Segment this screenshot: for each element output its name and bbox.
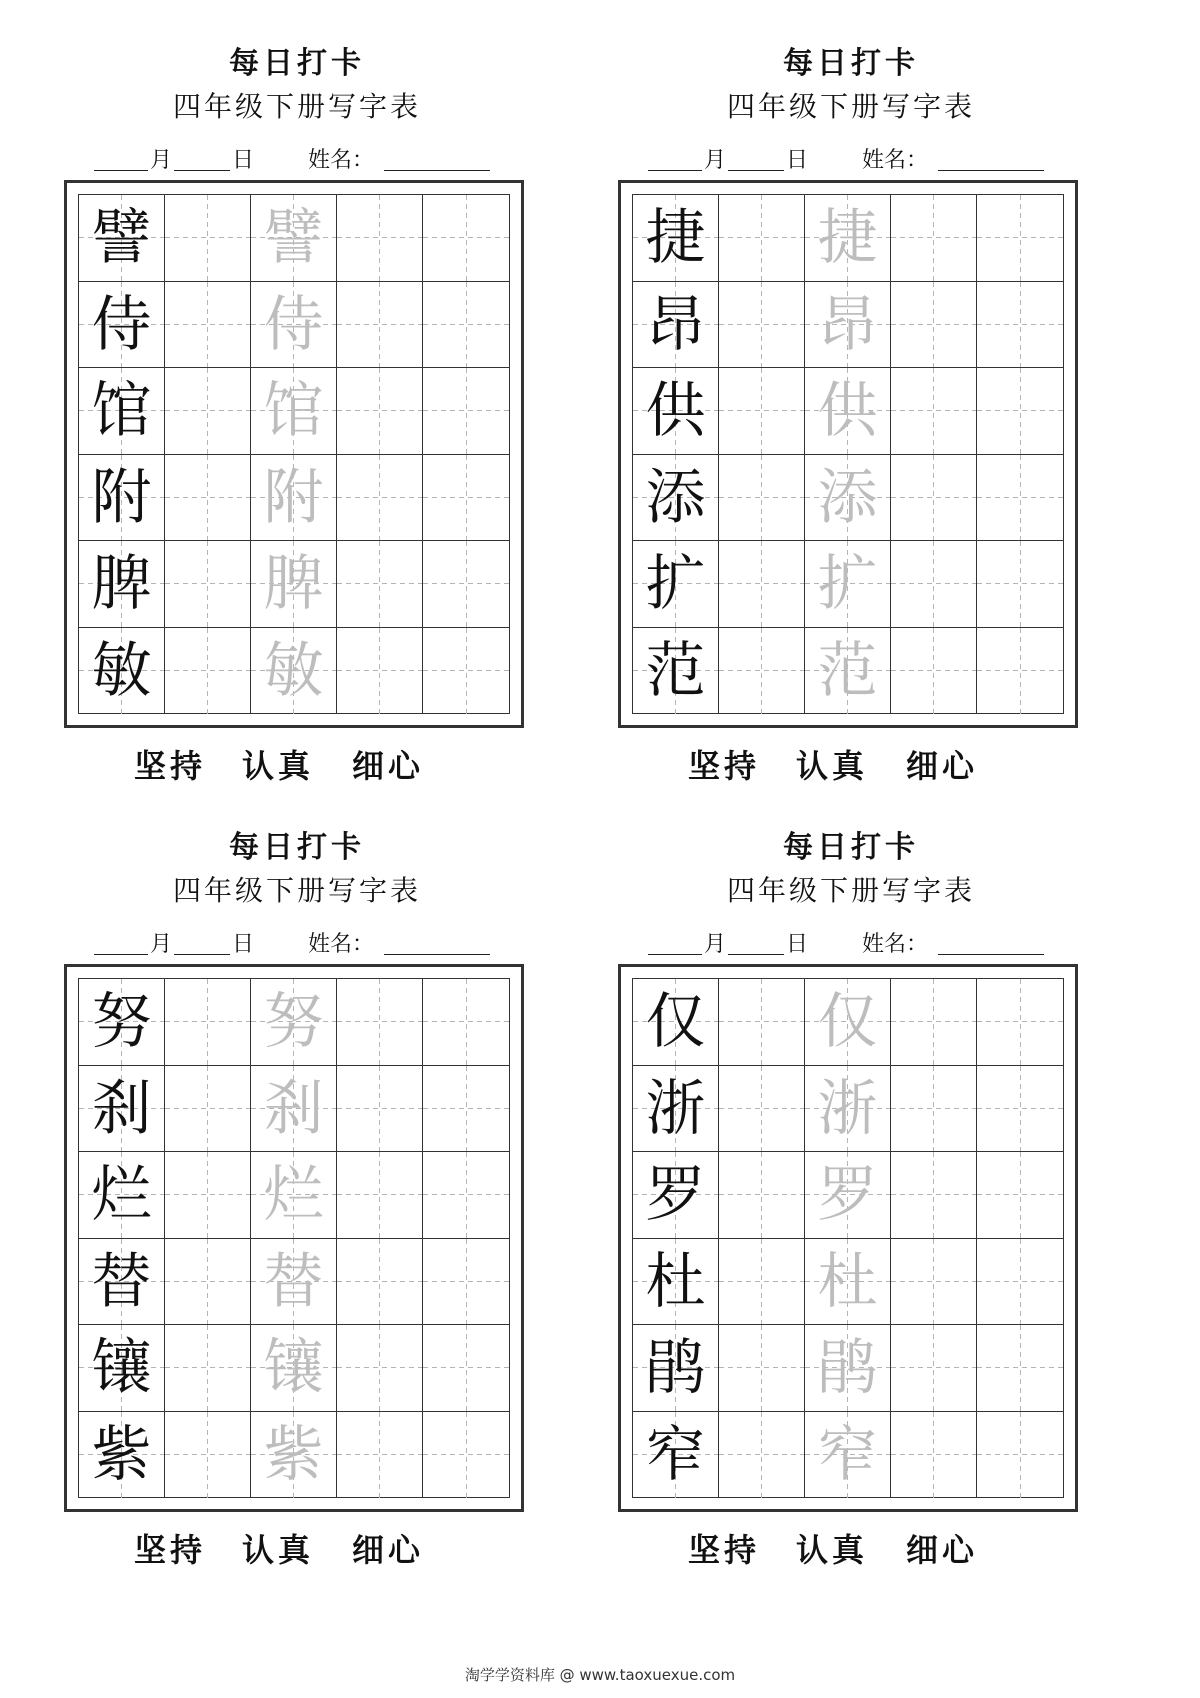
writing-cell[interactable] (633, 1066, 719, 1153)
writing-cell[interactable] (423, 368, 509, 455)
writing-cell[interactable] (805, 1239, 891, 1326)
writing-cell[interactable] (423, 455, 509, 542)
model-character: 浙 (645, 1073, 706, 1144)
motto (618, 744, 1084, 788)
motto (64, 744, 530, 788)
trace-character: 扩 (817, 549, 878, 619)
writing-cell[interactable] (633, 979, 719, 1066)
name-label: 姓名： (308, 148, 375, 173)
writing-cell[interactable] (337, 368, 423, 455)
writing-cell[interactable] (805, 368, 891, 455)
trace-character: 紫 (263, 1419, 324, 1490)
grid-row (79, 1412, 508, 1499)
card-title: 每日打卡 (229, 830, 365, 865)
writing-cell[interactable] (891, 1066, 977, 1153)
month-label: 月 (150, 932, 173, 957)
grid-row (633, 979, 1062, 1066)
day-blank[interactable] (728, 170, 784, 171)
motto-persist: 坚持 (688, 1531, 761, 1569)
motto-earnest: 认真 (796, 747, 869, 785)
writing-cell[interactable] (719, 455, 805, 542)
card-subtitle: 四年级下册写字表 (172, 874, 421, 907)
writing-cell[interactable] (891, 195, 977, 282)
model-character: 仅 (645, 987, 706, 1057)
grid-row (79, 455, 508, 542)
writing-cell[interactable] (79, 541, 165, 628)
card-title: 每日打卡 (783, 46, 919, 81)
trace-character: 供 (817, 376, 878, 446)
motto (618, 1528, 1084, 1572)
model-character: 捷 (645, 203, 706, 273)
writing-cell[interactable] (977, 628, 1063, 715)
writing-cell[interactable] (423, 195, 509, 282)
writing-cell[interactable] (79, 368, 165, 455)
date-name-line (94, 146, 524, 176)
day-blank[interactable] (728, 954, 784, 955)
model-character: 馆 (91, 376, 152, 446)
model-character: 譬 (91, 203, 152, 273)
writing-cell[interactable] (251, 368, 337, 455)
motto-earnest: 认真 (796, 1531, 869, 1569)
writing-cell[interactable] (79, 979, 165, 1066)
model-character: 附 (91, 462, 152, 533)
model-character: 敏 (91, 635, 152, 706)
writing-cell[interactable] (891, 979, 977, 1066)
writing-cell[interactable] (251, 1325, 337, 1412)
card-title: 每日打卡 (229, 46, 365, 81)
writing-cell[interactable] (633, 1152, 719, 1239)
trace-character: 努 (263, 987, 324, 1057)
writing-cell[interactable] (79, 1066, 165, 1153)
card-subtitle: 四年级下册写字表 (726, 90, 975, 123)
month-blank[interactable] (648, 954, 702, 955)
card-subtitle: 四年级下册写字表 (726, 874, 975, 907)
grid-row (633, 282, 1062, 369)
motto-persist: 坚持 (688, 747, 761, 785)
writing-cell[interactable] (977, 282, 1063, 369)
writing-cell[interactable] (719, 195, 805, 282)
writing-cell[interactable] (337, 282, 423, 369)
motto-careful: 细心 (906, 1531, 979, 1569)
writing-cell[interactable] (719, 1066, 805, 1153)
writing-cell[interactable] (719, 979, 805, 1066)
writing-cell[interactable] (633, 455, 719, 542)
writing-cell[interactable] (891, 368, 977, 455)
model-character: 烂 (91, 1160, 152, 1230)
model-character: 罗 (645, 1160, 706, 1230)
card-title: 每日打卡 (783, 830, 919, 865)
name-label: 姓名： (308, 932, 375, 957)
model-character: 刹 (91, 1073, 152, 1144)
trace-character: 替 (263, 1246, 324, 1317)
writing-cell[interactable] (805, 979, 891, 1066)
writing-grid-frame (618, 964, 1078, 1512)
grid-row (633, 455, 1062, 542)
month-blank[interactable] (94, 170, 148, 171)
trace-character: 浙 (817, 1073, 878, 1144)
writing-cell[interactable] (251, 541, 337, 628)
name-blank[interactable] (384, 954, 490, 955)
writing-cell[interactable] (423, 1239, 509, 1326)
month-blank[interactable] (648, 170, 702, 171)
writing-cell[interactable] (805, 628, 891, 715)
motto-earnest: 认真 (242, 747, 315, 785)
grid-row (633, 1325, 1062, 1412)
motto-careful: 细心 (352, 1531, 425, 1569)
trace-character: 昂 (817, 289, 878, 360)
writing-cell[interactable] (891, 455, 977, 542)
model-character: 紫 (91, 1419, 152, 1490)
writing-grid (78, 194, 510, 714)
grid-row (79, 368, 508, 455)
grid-row (79, 1239, 508, 1326)
writing-cell[interactable] (423, 1325, 509, 1412)
writing-cell[interactable] (165, 282, 251, 369)
writing-cell[interactable] (165, 1152, 251, 1239)
motto-careful: 细心 (352, 747, 425, 785)
day-label: 日 (232, 148, 255, 173)
writing-grid (78, 978, 510, 1498)
date-name-line (648, 930, 1078, 960)
writing-cell[interactable] (337, 979, 423, 1066)
writing-cell[interactable] (977, 979, 1063, 1066)
grid-row (633, 1066, 1062, 1153)
date-name-line (648, 146, 1078, 176)
writing-cell[interactable] (251, 1066, 337, 1153)
writing-cell[interactable] (633, 195, 719, 282)
day-label: 日 (786, 932, 809, 957)
month-label: 月 (704, 148, 727, 173)
writing-cell[interactable] (79, 282, 165, 369)
grid-row (633, 1152, 1062, 1239)
name-label: 姓名： (862, 148, 929, 173)
footer-watermark: 淘学学资料库 @ www.taoxuexue.com (464, 1666, 736, 1684)
writing-cell[interactable] (891, 1239, 977, 1326)
card-subtitle: 四年级下册写字表 (172, 90, 421, 123)
writing-cell[interactable] (165, 455, 251, 542)
writing-cell[interactable] (337, 541, 423, 628)
trace-character: 范 (817, 635, 878, 706)
writing-cell[interactable] (251, 1152, 337, 1239)
writing-cell[interactable] (977, 1066, 1063, 1153)
writing-cell[interactable] (165, 1325, 251, 1412)
grid-row (79, 195, 508, 282)
model-character: 脾 (91, 549, 152, 619)
model-character: 侍 (91, 289, 152, 360)
writing-cell[interactable] (337, 455, 423, 542)
writing-cell[interactable] (337, 1066, 423, 1153)
day-blank[interactable] (174, 170, 230, 171)
trace-character: 添 (817, 462, 878, 533)
grid-row (79, 979, 508, 1066)
motto (64, 1528, 530, 1572)
writing-cell[interactable] (977, 1152, 1063, 1239)
trace-character: 捷 (817, 203, 878, 273)
writing-cell[interactable] (337, 1152, 423, 1239)
grid-row (79, 1066, 508, 1153)
day-label: 日 (232, 932, 255, 957)
name-label: 姓名： (862, 932, 929, 957)
grid-row (79, 628, 508, 715)
trace-character: 譬 (263, 203, 324, 273)
writing-cell[interactable] (423, 541, 509, 628)
writing-cell[interactable] (251, 628, 337, 715)
writing-cell[interactable] (891, 282, 977, 369)
writing-cell[interactable] (805, 1152, 891, 1239)
trace-character: 馆 (263, 376, 324, 446)
writing-cell[interactable] (719, 541, 805, 628)
month-label: 月 (150, 148, 173, 173)
writing-cell[interactable] (805, 1066, 891, 1153)
writing-grid-frame (618, 180, 1078, 728)
writing-cell[interactable] (977, 1412, 1063, 1499)
grid-row (79, 1325, 508, 1412)
writing-cell[interactable] (337, 195, 423, 282)
trace-character: 窄 (817, 1419, 878, 1490)
writing-cell[interactable] (633, 368, 719, 455)
grid-row (633, 541, 1062, 628)
writing-cell[interactable] (165, 1066, 251, 1153)
model-character: 镶 (91, 1333, 152, 1403)
writing-cell[interactable] (165, 368, 251, 455)
name-blank[interactable] (938, 170, 1044, 171)
grid-row (79, 282, 508, 369)
writing-cell[interactable] (977, 1239, 1063, 1326)
writing-cell[interactable] (423, 979, 509, 1066)
writing-cell[interactable] (251, 195, 337, 282)
writing-cell[interactable] (633, 541, 719, 628)
model-character: 鹃 (645, 1333, 706, 1403)
writing-cell[interactable] (891, 1325, 977, 1412)
trace-character: 附 (263, 462, 324, 533)
writing-cell[interactable] (805, 282, 891, 369)
trace-character: 罗 (817, 1160, 878, 1230)
date-name-line (94, 930, 524, 960)
writing-cell[interactable] (719, 368, 805, 455)
writing-cell[interactable] (977, 541, 1063, 628)
writing-cell[interactable] (423, 1412, 509, 1499)
motto-careful: 细心 (906, 747, 979, 785)
motto-earnest: 认真 (242, 1531, 315, 1569)
trace-character: 刹 (263, 1073, 324, 1144)
writing-cell[interactable] (79, 195, 165, 282)
model-character: 扩 (645, 549, 706, 619)
writing-cell[interactable] (79, 1152, 165, 1239)
writing-grid (632, 194, 1064, 714)
writing-cell[interactable] (633, 1239, 719, 1326)
writing-cell[interactable] (165, 195, 251, 282)
model-character: 添 (645, 462, 706, 533)
writing-cell[interactable] (165, 1239, 251, 1326)
grid-row (79, 1152, 508, 1239)
model-character: 替 (91, 1246, 152, 1317)
writing-cell[interactable] (633, 1325, 719, 1412)
writing-cell[interactable] (337, 1412, 423, 1499)
day-label: 日 (786, 148, 809, 173)
grid-row (633, 628, 1062, 715)
writing-cell[interactable] (337, 1325, 423, 1412)
writing-cell[interactable] (165, 628, 251, 715)
writing-cell[interactable] (891, 628, 977, 715)
writing-cell[interactable] (977, 455, 1063, 542)
writing-grid-frame (64, 964, 524, 1512)
trace-character: 侍 (263, 289, 324, 360)
writing-cell[interactable] (633, 628, 719, 715)
writing-grid-frame (64, 180, 524, 728)
trace-character: 镶 (263, 1333, 324, 1403)
writing-cell[interactable] (251, 282, 337, 369)
grid-row (633, 1239, 1062, 1326)
model-character: 窄 (645, 1419, 706, 1490)
writing-cell[interactable] (423, 628, 509, 715)
day-blank[interactable] (174, 954, 230, 955)
trace-character: 烂 (263, 1160, 324, 1230)
trace-character: 脾 (263, 549, 324, 619)
grid-row (79, 541, 508, 628)
model-character: 努 (91, 987, 152, 1057)
motto-persist: 坚持 (134, 1531, 207, 1569)
writing-cell[interactable] (165, 979, 251, 1066)
writing-cell[interactable] (719, 1239, 805, 1326)
month-label: 月 (704, 932, 727, 957)
grid-row (633, 195, 1062, 282)
writing-cell[interactable] (977, 1325, 1063, 1412)
writing-cell[interactable] (805, 195, 891, 282)
writing-cell[interactable] (719, 282, 805, 369)
writing-cell[interactable] (805, 541, 891, 628)
writing-cell[interactable] (251, 1239, 337, 1326)
writing-cell[interactable] (251, 979, 337, 1066)
writing-cell[interactable] (977, 195, 1063, 282)
motto-persist: 坚持 (134, 747, 207, 785)
writing-cell[interactable] (891, 1412, 977, 1499)
model-character: 杜 (645, 1246, 706, 1317)
writing-cell[interactable] (719, 1412, 805, 1499)
trace-character: 杜 (817, 1246, 878, 1317)
writing-cell[interactable] (337, 1239, 423, 1326)
writing-cell[interactable] (251, 1412, 337, 1499)
writing-cell[interactable] (805, 1325, 891, 1412)
writing-cell[interactable] (337, 628, 423, 715)
writing-cell[interactable] (423, 1152, 509, 1239)
writing-cell[interactable] (423, 1066, 509, 1153)
writing-cell[interactable] (423, 282, 509, 369)
writing-cell[interactable] (891, 1152, 977, 1239)
trace-character: 仅 (817, 987, 878, 1057)
trace-character: 鹃 (817, 1333, 878, 1403)
model-character: 昂 (645, 289, 706, 360)
writing-cell[interactable] (79, 455, 165, 542)
name-blank[interactable] (938, 954, 1044, 955)
writing-cell[interactable] (251, 455, 337, 542)
month-blank[interactable] (94, 954, 148, 955)
writing-cell[interactable] (805, 1412, 891, 1499)
writing-cell[interactable] (805, 455, 891, 542)
writing-cell[interactable] (165, 541, 251, 628)
writing-cell[interactable] (79, 1239, 165, 1326)
writing-cell[interactable] (719, 628, 805, 715)
writing-cell[interactable] (79, 628, 165, 715)
trace-character: 敏 (263, 635, 324, 706)
grid-row (633, 368, 1062, 455)
model-character: 范 (645, 635, 706, 706)
writing-cell[interactable] (165, 1412, 251, 1499)
writing-cell[interactable] (79, 1412, 165, 1499)
writing-cell[interactable] (977, 368, 1063, 455)
name-blank[interactable] (384, 170, 490, 171)
writing-cell[interactable] (719, 1325, 805, 1412)
model-character: 供 (645, 376, 706, 446)
writing-grid (632, 978, 1064, 1498)
writing-cell[interactable] (633, 1412, 719, 1499)
writing-cell[interactable] (633, 282, 719, 369)
writing-cell[interactable] (891, 541, 977, 628)
grid-row (633, 1412, 1062, 1499)
writing-cell[interactable] (719, 1152, 805, 1239)
writing-cell[interactable] (79, 1325, 165, 1412)
